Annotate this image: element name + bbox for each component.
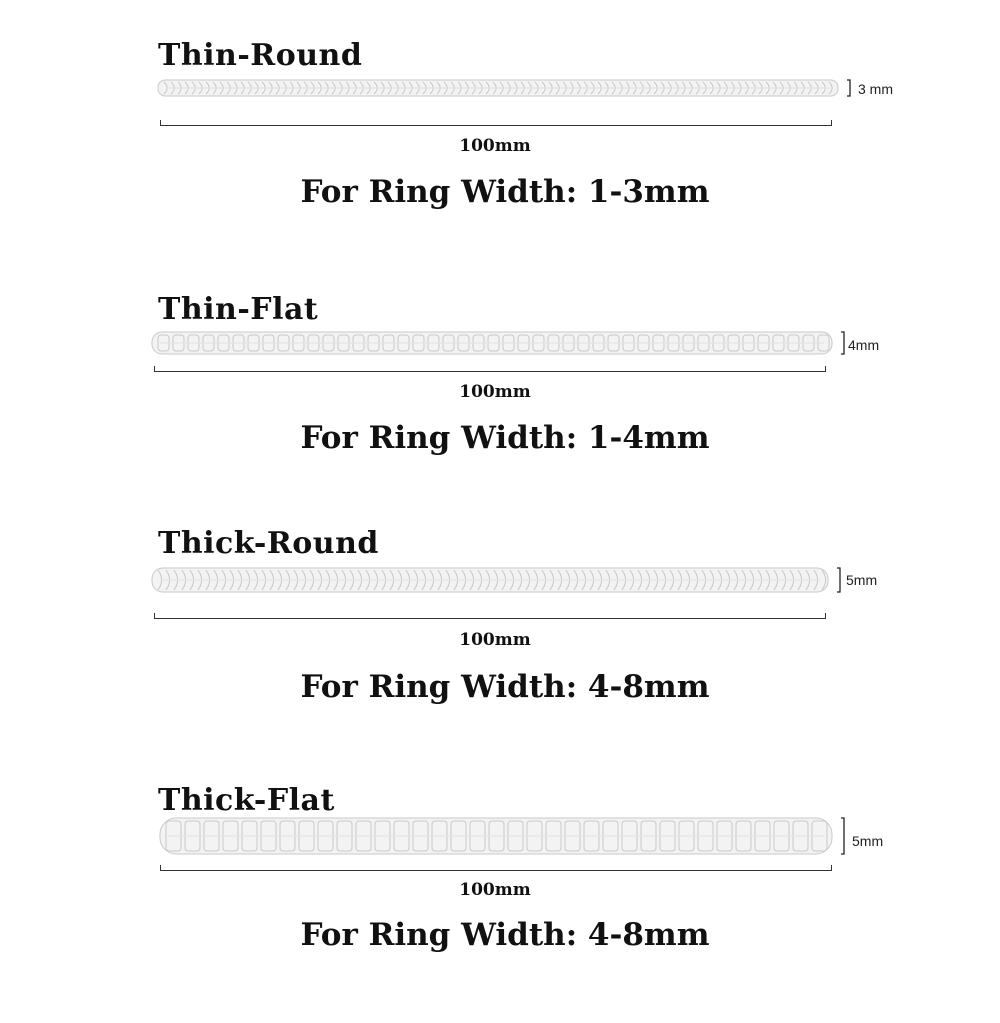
sizer-thick-round <box>0 526 1000 766</box>
spring-sizer-image <box>0 783 1000 863</box>
length-label: 100mm <box>459 382 531 402</box>
thickness-label: 3 mm <box>858 81 893 97</box>
length-label: 100mm <box>459 880 531 900</box>
spring-sizer-image <box>0 38 1000 118</box>
section-title: Thin-Flat <box>158 292 319 327</box>
length-dimension-line <box>160 870 832 871</box>
sizer-thin-flat <box>0 292 1000 532</box>
length-dimension-line <box>160 125 832 126</box>
ring-width-caption: For Ring Width: 4-8mm <box>300 669 710 705</box>
length-dimension-line <box>154 371 826 372</box>
length-dimension-line <box>154 618 826 619</box>
spring-sizer-image <box>0 526 1000 606</box>
thickness-label: 5mm <box>852 833 884 849</box>
ring-width-caption: For Ring Width: 1-3mm <box>300 174 710 210</box>
ring-width-caption: For Ring Width: 1-4mm <box>300 420 710 456</box>
ring-width-caption: For Ring Width: 4-8mm <box>300 917 710 953</box>
thickness-label: 4mm <box>848 337 880 353</box>
spring-sizer-image <box>0 292 1000 372</box>
length-label: 100mm <box>459 630 531 650</box>
length-label: 100mm <box>459 136 531 156</box>
section-title: Thick-Flat <box>158 783 335 818</box>
thickness-label: 5mm <box>846 572 878 588</box>
section-title: Thin-Round <box>158 38 363 73</box>
sizer-thick-flat <box>0 783 1000 1023</box>
sizer-thin-round <box>0 38 1000 278</box>
section-title: Thick-Round <box>158 526 379 561</box>
